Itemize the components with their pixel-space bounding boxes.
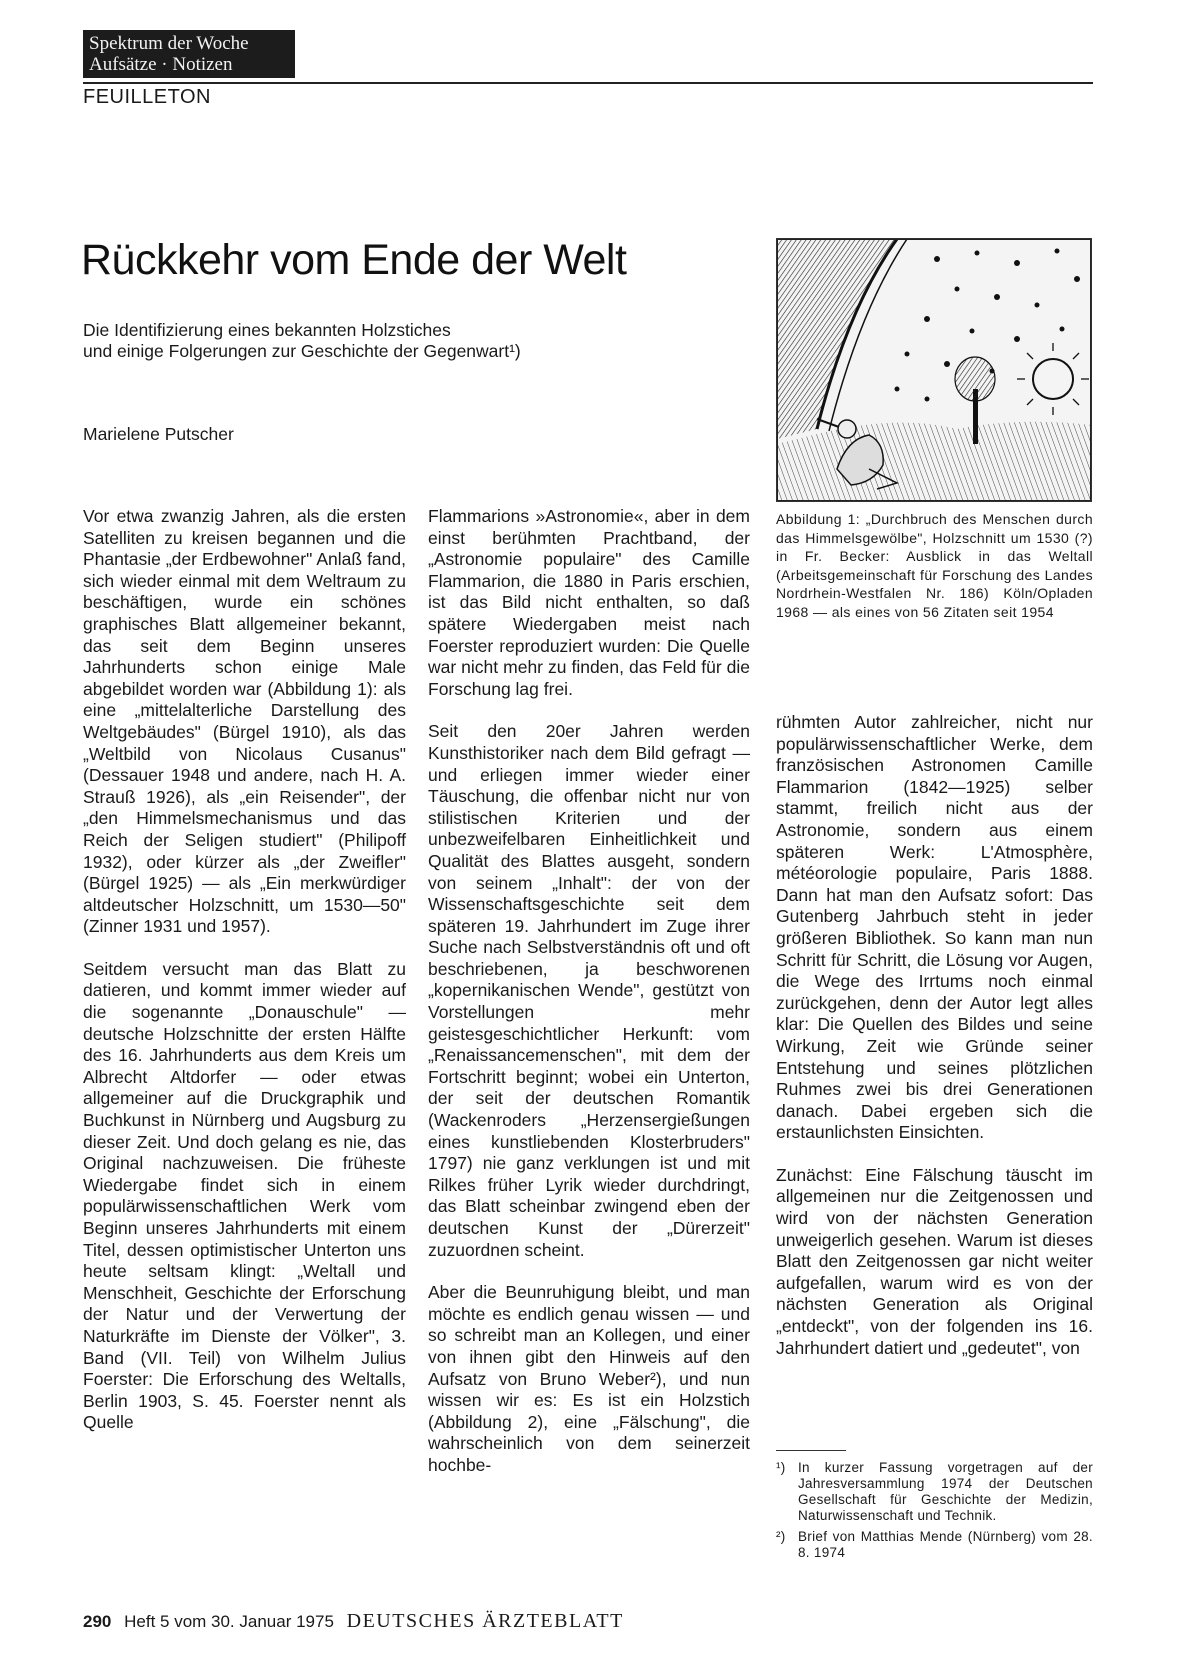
article-title: Rückkehr vom Ende der Welt xyxy=(81,236,627,284)
text-column-1 xyxy=(83,506,406,1455)
journal-name: DEUTSCHES ÄRZTEBLATT xyxy=(346,1610,624,1632)
page-number: 290 xyxy=(83,1612,112,1631)
text-column-2 xyxy=(428,506,750,1498)
footnote xyxy=(776,1529,1093,1561)
header-badge-line2: Aufsätze · Notizen xyxy=(89,54,233,75)
footnotes xyxy=(776,1460,1093,1566)
woodcut-illustration xyxy=(777,239,1091,501)
figure-caption: Abbildung 1: „Durchbruch des Menschen durch das Himmelsgewölbe", Holzschnitt um 1530 (?) in Fr. Becker: Ausblick in das Weltall (Arbeitsgemeinschaft für Forschung des Landes Nordrhein-Westfalen Nr. 186) Köln/Opladen 1968 — als eines von 56 Zitaten seit 1954 xyxy=(776,511,1093,620)
paragraph: Flammarions »Astronomie«, aber in dem einst berühmten Prachtband, der „Astronomie populaire" des Camille Flammarion, die 1880 in Paris erschien, ist das Bild nicht enthalten, so daß spätere Wiedergaben meist nach Foerster reproduziert wurden: Die Quelle war nicht mehr zu finden, das Feld für die Forschung lag frei. xyxy=(428,506,750,699)
paragraph: Zunächst: Eine Fälschung täuscht im allgemeinen nur die Zeitgenossen und wird von der nächsten Generation unweigerlich gesehen. Warum ist dieses Blatt den Zeitgenossen gar nicht weiter aufgefallen, warum wird es von der nächsten Generation als Original „entdeckt", von der folgenden ins 16. Jahrhundert datiert und „gedeutet", von xyxy=(776,1164,1093,1358)
paragraph: rühmten Autor zahlreicher, nicht nur populärwissenschaftlicher Werke, dem französischen Astronomen Camille Flammarion (1842—1925) selber stammt, freilich nicht aus der Astronomie, sondern aus einem späteren Werk: L'Atmosphère, météorologie populaire, Paris 1888. Dann hat man den Aufsatz sofort: Das Gutenberg Jahrbuch steht in jeder größeren Bibliothek. So kann man nun Schritt für Schritt, die Lösung vor Augen, die Wege des Irrtums noch einmal zurückgehen, denn der Autor legt alles klar: Die Quellen des Bildes und seine Wirkung, Zeit wie Gründe seiner Entstehung und seines plötzlichen Ruhmes zwei bis drei Generationen danach. Dabei ergeben sich die erstaunlichsten Einsichten. xyxy=(776,712,1093,1143)
subtitle-line2: und einige Folgerungen zur Geschichte der Gegenwart¹) xyxy=(83,341,521,361)
footnote-mark: ²) xyxy=(776,1529,786,1544)
paragraph: Seitdem versucht man das Blatt zu datieren, und kommt immer wieder auf die sogenannte „Donauschule" — deutsche Holzschnitte der ersten Hälfte des 16. Jahrhunderts aus dem Kreis um Albrecht Altdorfer — oder etwas allgemeiner auf die Druckgraphik und Buchkunst in Nürnberg und Augsburg zu dieser Zeit. Und doch gelang es nie, das Original nachzuweisen. Die früheste Wiedergabe findet sich in einem populärwissenschaftlichen Werk vom Beginn unseres Jahrhunderts mit einem Titel, dessen optimistischer Unterton uns heute seltsam klingt: „Weltall und Menschheit, Geschichte der Erforschung der Natur und der Verwertung der Naturkräfte im Dienste der Völker", 3. Band (VII. Teil) von Wilhelm Julius Foerster: Die Erforschung des Weltalls, Berlin 1903, S. 45. Foerster nennt als Quelle xyxy=(83,958,406,1433)
woodcut-figure xyxy=(776,238,1092,502)
article-author: Marielene Putscher xyxy=(83,424,234,444)
paragraph: Seit den 20er Jahren werden Kunsthistoriker nach dem Bild gefragt — und erliegen immer wieder einer Täuschung, die offenbar nicht nur von stilistischen Kriterien und der unbezweifelbaren Einheitlichkeit und Qualität des Blattes ausgeht, sondern von seinem „Inhalt": der von der Wissenschaftsgeschichte seit dem späteren 19. Jahrhundert im Zuge ihrer Suche nach Selbstverständnis oft und oft beschriebenen, ja beschworenen „kopernikanischen Wende", gestützt von Vorstellungen mehr geistesgeschichtlicher Herkunft: vom „Renaissancemenschen", mit dem der Fortschritt beginnt; wobei ein Unterton, der seit der deutschen Romantik (Wackenroders „Herzensergießungen eines kunstliebenden Klosterbruders" 1797) nie ganz verklungen ist und mit Rilkes früher Lyrik wieder durchdringt, das Blatt scheinbar zwingend eben der deutschen Kunst der „Dürerzeit" zuzuordnen scheint. xyxy=(428,721,750,1260)
header-badge-line1: Spektrum der Woche xyxy=(89,33,249,54)
footnote-rule xyxy=(776,1450,846,1451)
subtitle-line1: Die Identifizierung eines bekannten Holzstiches xyxy=(83,320,451,340)
paragraph: Vor etwa zwanzig Jahren, als die ersten Satelliten zu kreisen begannen und die Phantasie „der Erdbewohner" Anlaß fand, sich wieder einmal mit dem Weltraum zu beschäftigen, wurde ein schönes graphisches Blatt allgemeiner bekannt, das seit dem Beginn unseres Jahrhunderts schon einige Male abgebildet worden war (Abbildung 1): als eine „mittelalterliche Darstellung des Weltgebäudes" (Bürgel 1910), als das „Weltbild von Nicolaus Cusanus" (Dessauer 1948 und andere, nach H. A. Strauß 1926), als „ein Reisender", der „den Himmelsmechanismus und das Reich der Seligen studiert" (Philipoff 1932), oder kürzer als „der Zweifler" (Bürgel 1925) — als „Ein merkwürdiger altdeutscher Holzschnitt, um 1530—50" (Zinner 1931 und 1957). xyxy=(83,506,406,937)
issue-info: Heft 5 vom 30. Januar 1975 xyxy=(124,1612,334,1631)
footnote-text: In kurzer Fassung vorgetragen auf der Jahresversammlung 1974 der Deutschen Gesellschaft für Geschichte der Medizin, Naturwissenschaft und Technik. xyxy=(798,1460,1093,1523)
footnote-mark: ¹) xyxy=(776,1460,786,1475)
header-badge xyxy=(83,30,295,78)
text-column-3 xyxy=(776,712,1093,1380)
page-footer xyxy=(83,1610,624,1633)
section-label: FEUILLETON xyxy=(83,86,211,108)
paragraph: Aber die Beunruhigung bleibt, und man möchte es endlich genau wissen — und so schreibt man an Kollegen, und einer von ihnen gibt den Hinweis auf den Aufsatz von Bruno Weber²), und nun wissen wir es: Es ist ein Holzstich (Abbildung 2), eine „Fälschung", die wahrscheinlich von dem seinerzeit hochbe- xyxy=(428,1282,750,1475)
article-subtitle xyxy=(83,320,643,362)
footnote-text: Brief von Matthias Mende (Nürnberg) vom 28. 8. 1974 xyxy=(798,1529,1093,1560)
footnote xyxy=(776,1460,1093,1524)
header-rule xyxy=(83,82,1093,84)
